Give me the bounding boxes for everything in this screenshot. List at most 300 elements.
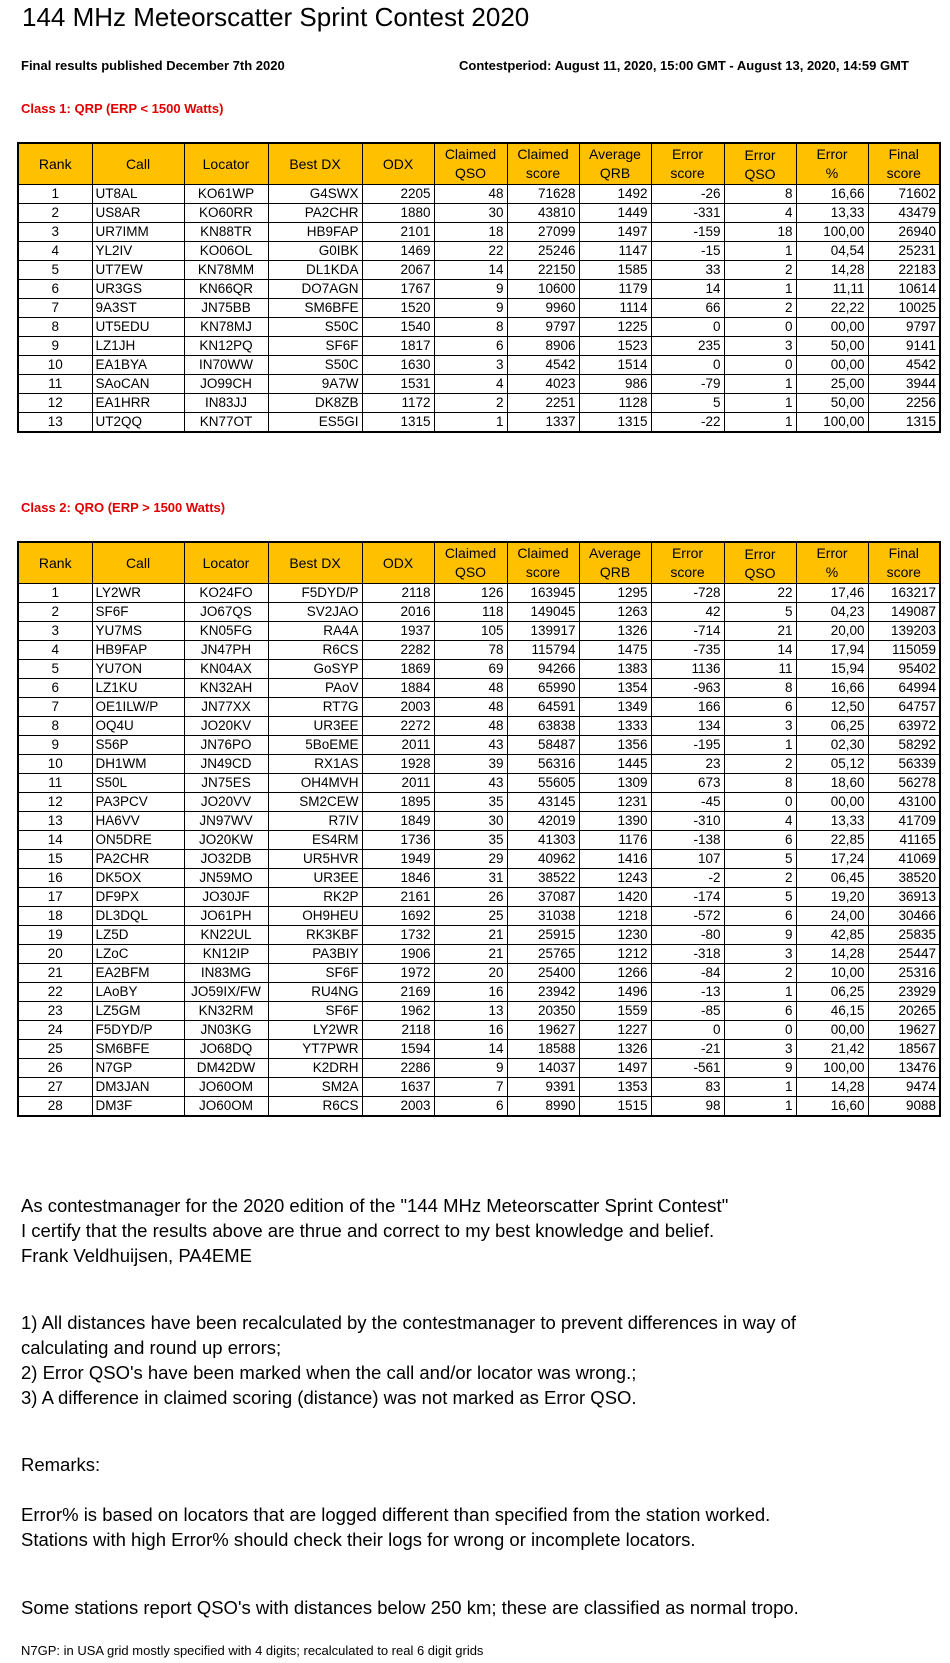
cell-call: DF9PX xyxy=(92,888,184,907)
header-text: Locator xyxy=(202,155,250,172)
header-text: score xyxy=(525,564,561,580)
header-text: Final xyxy=(888,146,919,162)
cell-claimed-score: 55605 xyxy=(507,774,579,793)
cell-claimed-score: 38522 xyxy=(507,869,579,888)
cell-call: SAoCAN xyxy=(92,375,184,394)
cell-claimed-qso: 16 xyxy=(434,983,507,1002)
cell-best-dx: K2DRH xyxy=(268,1059,362,1078)
cell-average-qrb: 1585 xyxy=(579,261,651,280)
cell-claimed-score: 43145 xyxy=(507,793,579,812)
table-row xyxy=(18,679,940,698)
cell-average-qrb: 1349 xyxy=(579,698,651,717)
cell-rank: 10 xyxy=(18,755,92,774)
cell-error-pct: 25,00 xyxy=(796,375,868,394)
cell-best-dx: SF6F xyxy=(268,964,362,983)
cell-error-qso: 18 xyxy=(724,223,796,242)
cell-error-score: 66 xyxy=(651,299,724,318)
cell-error-qso: 22 xyxy=(724,584,796,603)
cell-claimed-qso: 7 xyxy=(434,1078,507,1097)
table-row xyxy=(18,717,940,736)
cell-final-score: 9474 xyxy=(868,1078,940,1097)
cell-error-score: 83 xyxy=(651,1078,724,1097)
cell-call: LZ1KU xyxy=(92,679,184,698)
cell-average-qrb: 1176 xyxy=(579,831,651,850)
cell-rank: 1 xyxy=(18,185,92,204)
cell-claimed-qso: 29 xyxy=(434,850,507,869)
cell-final-score: 2256 xyxy=(868,394,940,413)
cell-error-qso: 0 xyxy=(724,793,796,812)
cell-claimed-score: 63838 xyxy=(507,717,579,736)
header-text: score xyxy=(525,165,561,181)
cell-error-pct: 12,50 xyxy=(796,698,868,717)
cell-final-score: 22183 xyxy=(868,261,940,280)
cell-odx: 2003 xyxy=(362,1097,434,1117)
cell-claimed-score: 42019 xyxy=(507,812,579,831)
cell-locator: JN75BB xyxy=(184,299,268,318)
cell-error-pct: 04,54 xyxy=(796,242,868,261)
cell-rank: 2 xyxy=(18,204,92,223)
cell-claimed-score: 20350 xyxy=(507,1002,579,1021)
cell-claimed-score: 41303 xyxy=(507,831,579,850)
cell-rank: 22 xyxy=(18,983,92,1002)
header-text: QSO xyxy=(454,165,487,181)
cell-average-qrb: 1390 xyxy=(579,812,651,831)
header-final-score xyxy=(868,143,940,185)
cell-rank: 4 xyxy=(18,242,92,261)
cell-error-pct: 16,60 xyxy=(796,1097,868,1117)
cell-rank: 2 xyxy=(18,603,92,622)
cell-rank: 17 xyxy=(18,888,92,907)
header-text: Error xyxy=(671,146,704,162)
cell-average-qrb: 1114 xyxy=(579,299,651,318)
cell-locator: JO30JF xyxy=(184,888,268,907)
header-text: Claimed xyxy=(517,545,569,561)
header-best-dx xyxy=(268,143,362,185)
cell-rank: 25 xyxy=(18,1040,92,1059)
cell-odx: 1520 xyxy=(362,299,434,318)
cell-call: HA6VV xyxy=(92,812,184,831)
cell-error-score: 0 xyxy=(651,356,724,375)
cell-final-score: 9141 xyxy=(868,337,940,356)
cell-error-score: -331 xyxy=(651,204,724,223)
cell-claimed-score: 139917 xyxy=(507,622,579,641)
cell-locator: JO20VV xyxy=(184,793,268,812)
cell-odx: 1928 xyxy=(362,755,434,774)
cell-claimed-score: 163945 xyxy=(507,584,579,603)
cell-claimed-score: 56316 xyxy=(507,755,579,774)
cell-locator: KN12IP xyxy=(184,945,268,964)
cell-rank: 10 xyxy=(18,356,92,375)
header-text: Error xyxy=(816,146,848,162)
cell-average-qrb: 1559 xyxy=(579,1002,651,1021)
cell-best-dx: UR3EE xyxy=(268,717,362,736)
cell-claimed-score: 149045 xyxy=(507,603,579,622)
cell-error-qso: 3 xyxy=(724,337,796,356)
cell-call: UT2QQ xyxy=(92,413,184,433)
class1-results-table xyxy=(17,142,941,433)
cell-rank: 27 xyxy=(18,1078,92,1097)
cell-claimed-score: 71628 xyxy=(507,185,579,204)
cell-best-dx: DK8ZB xyxy=(268,394,362,413)
table-row xyxy=(18,1059,940,1078)
cell-final-score: 115059 xyxy=(868,641,940,660)
cell-error-score: -26 xyxy=(651,185,724,204)
cell-average-qrb: 1266 xyxy=(579,964,651,983)
cell-odx: 1172 xyxy=(362,394,434,413)
header-text: Claimed xyxy=(444,146,497,162)
cell-error-pct: 17,94 xyxy=(796,641,868,660)
cell-call: EA1HRR xyxy=(92,394,184,413)
cell-error-score: 33 xyxy=(651,261,724,280)
cell-error-qso: 21 xyxy=(724,622,796,641)
cell-claimed-score: 19627 xyxy=(507,1021,579,1040)
cell-average-qrb: 1227 xyxy=(579,1021,651,1040)
cell-average-qrb: 1497 xyxy=(579,223,651,242)
cell-odx: 2101 xyxy=(362,223,434,242)
cell-error-score: -79 xyxy=(651,375,724,394)
cell-rank: 3 xyxy=(18,223,92,242)
cell-error-score: -21 xyxy=(651,1040,724,1059)
cell-odx: 2118 xyxy=(362,584,434,603)
cell-locator: JN59MO xyxy=(184,869,268,888)
cell-final-score: 3944 xyxy=(868,375,940,394)
cell-average-qrb: 1515 xyxy=(579,1097,651,1117)
cell-call: UR3GS xyxy=(92,280,184,299)
cell-claimed-score: 22150 xyxy=(507,261,579,280)
cell-locator: KN05FG xyxy=(184,622,268,641)
cell-error-qso: 1 xyxy=(724,1078,796,1097)
cell-rank: 1 xyxy=(18,584,92,603)
cell-locator: IN83MG xyxy=(184,964,268,983)
table-row xyxy=(18,204,940,223)
cell-error-score: 166 xyxy=(651,698,724,717)
cell-error-qso: 9 xyxy=(724,1059,796,1078)
cell-odx: 1594 xyxy=(362,1040,434,1059)
cell-locator: JO68DQ xyxy=(184,1040,268,1059)
cell-error-pct: 19,20 xyxy=(796,888,868,907)
header-locator xyxy=(184,143,268,185)
remark-line-1: Error% is based on locators that are logged different than specified from the station worked. xyxy=(21,1504,771,1525)
cell-locator: JN47PH xyxy=(184,641,268,660)
cell-claimed-qso: 14 xyxy=(434,261,507,280)
table-row xyxy=(18,869,940,888)
cell-final-score: 4542 xyxy=(868,356,940,375)
cell-claimed-score: 25246 xyxy=(507,242,579,261)
cell-final-score: 13476 xyxy=(868,1059,940,1078)
table-row xyxy=(18,622,940,641)
table-row xyxy=(18,299,940,318)
cell-locator: KN32AH xyxy=(184,679,268,698)
cell-call: DM3JAN xyxy=(92,1078,184,1097)
cell-claimed-qso: 6 xyxy=(434,1097,507,1117)
cell-claimed-score: 9797 xyxy=(507,318,579,337)
cell-error-pct: 04,23 xyxy=(796,603,868,622)
cell-final-score: 18567 xyxy=(868,1040,940,1059)
cell-rank: 11 xyxy=(18,375,92,394)
cell-best-dx: G0IBK xyxy=(268,242,362,261)
cell-error-score: -735 xyxy=(651,641,724,660)
cell-error-pct: 50,00 xyxy=(796,337,868,356)
cell-locator: KO60RR xyxy=(184,204,268,223)
cell-error-pct: 100,00 xyxy=(796,223,868,242)
cell-error-score: 235 xyxy=(651,337,724,356)
cell-final-score: 10025 xyxy=(868,299,940,318)
cell-best-dx: ES4RM xyxy=(268,831,362,850)
cell-final-score: 41165 xyxy=(868,831,940,850)
cell-error-score: 673 xyxy=(651,774,724,793)
cell-error-pct: 10,00 xyxy=(796,964,868,983)
cell-locator: JO99CH xyxy=(184,375,268,394)
cell-rank: 15 xyxy=(18,850,92,869)
cell-claimed-score: 65990 xyxy=(507,679,579,698)
table-row xyxy=(18,983,940,1002)
cell-claimed-qso: 18 xyxy=(434,223,507,242)
cell-claimed-qso: 31 xyxy=(434,869,507,888)
cell-error-qso: 6 xyxy=(724,831,796,850)
cell-locator: JO20KV xyxy=(184,717,268,736)
header-text: Claimed xyxy=(517,146,569,162)
cell-claimed-score: 14037 xyxy=(507,1059,579,1078)
table-row xyxy=(18,375,940,394)
cell-error-score: 0 xyxy=(651,1021,724,1040)
cell-average-qrb: 1295 xyxy=(579,584,651,603)
cell-error-score: 0 xyxy=(651,318,724,337)
table-row xyxy=(18,907,940,926)
cell-best-dx: RX1AS xyxy=(268,755,362,774)
cell-call: UT7EW xyxy=(92,261,184,280)
cell-error-pct: 18,60 xyxy=(796,774,868,793)
cell-call: LAoBY xyxy=(92,983,184,1002)
cell-claimed-qso: 21 xyxy=(434,926,507,945)
cell-error-qso: 3 xyxy=(724,1040,796,1059)
table-row xyxy=(18,318,940,337)
cell-call: OE1ILW/P xyxy=(92,698,184,717)
table-row xyxy=(18,337,940,356)
header-error-qso xyxy=(724,143,796,185)
cell-claimed-qso: 25 xyxy=(434,907,507,926)
cell-call: UT8AL xyxy=(92,185,184,204)
footnote: N7GP: in USA grid mostly specified with 4 digits; recalculated to real 6 digit grids xyxy=(21,1643,484,1658)
cell-average-qrb: 1523 xyxy=(579,337,651,356)
table-row xyxy=(18,394,940,413)
cell-error-qso: 8 xyxy=(724,185,796,204)
table-row xyxy=(18,926,940,945)
cell-best-dx: DL1KDA xyxy=(268,261,362,280)
cell-error-qso: 4 xyxy=(724,812,796,831)
cell-error-qso: 3 xyxy=(724,945,796,964)
cell-error-score: -80 xyxy=(651,926,724,945)
cell-claimed-score: 25400 xyxy=(507,964,579,983)
cell-odx: 1692 xyxy=(362,907,434,926)
header-text: Average xyxy=(589,146,641,162)
cell-error-qso: 1 xyxy=(724,1097,796,1117)
cell-error-qso: 6 xyxy=(724,698,796,717)
cell-error-score: -138 xyxy=(651,831,724,850)
cell-locator: JN76PO xyxy=(184,736,268,755)
table-row xyxy=(18,413,940,433)
cell-error-qso: 0 xyxy=(724,356,796,375)
cell-best-dx: PAoV xyxy=(268,679,362,698)
cell-error-qso: 3 xyxy=(724,717,796,736)
table-row xyxy=(18,356,940,375)
cell-odx: 2286 xyxy=(362,1059,434,1078)
note-line-1: 1) All distances have been recalculated by the contestmanager to prevent differences in way of xyxy=(21,1312,797,1333)
header-text: Error xyxy=(816,545,848,561)
cell-odx: 1846 xyxy=(362,869,434,888)
header-text: QSO xyxy=(454,564,487,580)
cell-odx: 2067 xyxy=(362,261,434,280)
cell-rank: 14 xyxy=(18,831,92,850)
cell-claimed-qso: 9 xyxy=(434,299,507,318)
cell-best-dx: SM6BFE xyxy=(268,299,362,318)
cell-error-pct: 22,22 xyxy=(796,299,868,318)
cell-best-dx: YT7PWR xyxy=(268,1040,362,1059)
header-locator xyxy=(184,542,268,584)
cell-rank: 12 xyxy=(18,793,92,812)
cell-error-qso: 8 xyxy=(724,774,796,793)
cell-average-qrb: 1383 xyxy=(579,660,651,679)
table-row xyxy=(18,280,940,299)
cell-average-qrb: 1263 xyxy=(579,603,651,622)
cell-odx: 2118 xyxy=(362,1021,434,1040)
header-text: Error QSO xyxy=(744,147,776,182)
cell-call: LZ5GM xyxy=(92,1002,184,1021)
cell-rank: 19 xyxy=(18,926,92,945)
cell-claimed-score: 25765 xyxy=(507,945,579,964)
cell-claimed-qso: 9 xyxy=(434,1059,507,1078)
cell-best-dx: SF6F xyxy=(268,337,362,356)
cell-error-qso: 6 xyxy=(724,1002,796,1021)
cell-error-pct: 13,33 xyxy=(796,812,868,831)
cell-claimed-score: 8906 xyxy=(507,337,579,356)
cell-odx: 1630 xyxy=(362,356,434,375)
cell-average-qrb: 1326 xyxy=(579,1040,651,1059)
cell-final-score: 10614 xyxy=(868,280,940,299)
cell-final-score: 20265 xyxy=(868,1002,940,1021)
cell-final-score: 23929 xyxy=(868,983,940,1002)
table-row xyxy=(18,660,940,679)
header-best-dx xyxy=(268,542,362,584)
cell-error-score: -310 xyxy=(651,812,724,831)
cell-error-score: -159 xyxy=(651,223,724,242)
cell-final-score: 25447 xyxy=(868,945,940,964)
cell-average-qrb: 1218 xyxy=(579,907,651,926)
cell-best-dx: UR5HVR xyxy=(268,850,362,869)
cell-claimed-score: 9391 xyxy=(507,1078,579,1097)
header-text: Call xyxy=(125,155,151,172)
table-row xyxy=(18,964,940,983)
page-title: 144 MHz Meteorscatter Sprint Contest 2020 xyxy=(22,2,530,32)
cell-locator: DM42DW xyxy=(184,1059,268,1078)
cell-call: DL3DQL xyxy=(92,907,184,926)
table-row xyxy=(18,850,940,869)
cell-call: EA1BYA xyxy=(92,356,184,375)
cell-rank: 12 xyxy=(18,394,92,413)
cell-locator: KN04AX xyxy=(184,660,268,679)
cell-claimed-qso: 35 xyxy=(434,831,507,850)
cell-error-qso: 1 xyxy=(724,375,796,394)
cell-best-dx: LY2WR xyxy=(268,1021,362,1040)
cell-average-qrb: 1354 xyxy=(579,679,651,698)
cell-error-pct: 16,66 xyxy=(796,679,868,698)
cell-error-qso: 8 xyxy=(724,679,796,698)
cell-error-score: 14 xyxy=(651,280,724,299)
cell-error-pct: 14,28 xyxy=(796,261,868,280)
cell-odx: 1732 xyxy=(362,926,434,945)
cell-average-qrb: 1326 xyxy=(579,622,651,641)
cell-final-score: 1315 xyxy=(868,413,940,433)
cell-average-qrb: 1492 xyxy=(579,185,651,204)
cell-locator: KN12PQ xyxy=(184,337,268,356)
cell-best-dx: ES5GI xyxy=(268,413,362,433)
cell-average-qrb: 1128 xyxy=(579,394,651,413)
table-row xyxy=(18,1078,940,1097)
header-odx xyxy=(362,143,434,185)
cell-rank: 13 xyxy=(18,812,92,831)
cell-locator: KN22UL xyxy=(184,926,268,945)
cell-best-dx: RT7G xyxy=(268,698,362,717)
cell-average-qrb: 1230 xyxy=(579,926,651,945)
cell-rank: 7 xyxy=(18,299,92,318)
cell-claimed-score: 43810 xyxy=(507,204,579,223)
class2-heading: Class 2: QRO (ERP > 1500 Watts) xyxy=(21,500,226,515)
cell-claimed-qso: 3 xyxy=(434,356,507,375)
header-error-score xyxy=(651,143,724,185)
cell-error-pct: 11,11 xyxy=(796,280,868,299)
cell-average-qrb: 1496 xyxy=(579,983,651,1002)
cell-odx: 2282 xyxy=(362,641,434,660)
cell-claimed-score: 2251 xyxy=(507,394,579,413)
cell-claimed-qso: 1 xyxy=(434,413,507,433)
header-final-score xyxy=(868,542,940,584)
cell-odx: 2011 xyxy=(362,736,434,755)
header-text: Call xyxy=(125,554,151,571)
cell-final-score: 36913 xyxy=(868,888,940,907)
cell-average-qrb: 1514 xyxy=(579,356,651,375)
remarks-label: Remarks: xyxy=(21,1454,101,1475)
cell-average-qrb: 1231 xyxy=(579,793,651,812)
cell-error-qso: 2 xyxy=(724,755,796,774)
cell-claimed-qso: 126 xyxy=(434,584,507,603)
cell-claimed-qso: 20 xyxy=(434,964,507,983)
cell-locator: JO32DB xyxy=(184,850,268,869)
table-row xyxy=(18,945,940,964)
header-text: Rank xyxy=(38,155,72,172)
cell-error-pct: 16,66 xyxy=(796,185,868,204)
cell-average-qrb: 1416 xyxy=(579,850,651,869)
header-text: Best DX xyxy=(289,554,341,571)
cell-locator: JO67QS xyxy=(184,603,268,622)
cell-best-dx: S50C xyxy=(268,318,362,337)
table-row xyxy=(18,812,940,831)
cell-call: S56P xyxy=(92,736,184,755)
cell-claimed-qso: 78 xyxy=(434,641,507,660)
header-average-qrb xyxy=(579,542,651,584)
cell-error-qso: 6 xyxy=(724,907,796,926)
header-text: Best DX xyxy=(289,155,341,172)
cell-rank: 8 xyxy=(18,318,92,337)
cell-error-pct: 02,30 xyxy=(796,736,868,755)
cell-error-qso: 4 xyxy=(724,204,796,223)
header-text: % xyxy=(825,564,839,580)
header-rank xyxy=(18,143,92,185)
cell-call: LY2WR xyxy=(92,584,184,603)
cell-rank: 18 xyxy=(18,907,92,926)
cell-best-dx: SM2A xyxy=(268,1078,362,1097)
cell-call: LZ1JH xyxy=(92,337,184,356)
cell-best-dx: 5BoEME xyxy=(268,736,362,755)
cell-claimed-score: 31038 xyxy=(507,907,579,926)
